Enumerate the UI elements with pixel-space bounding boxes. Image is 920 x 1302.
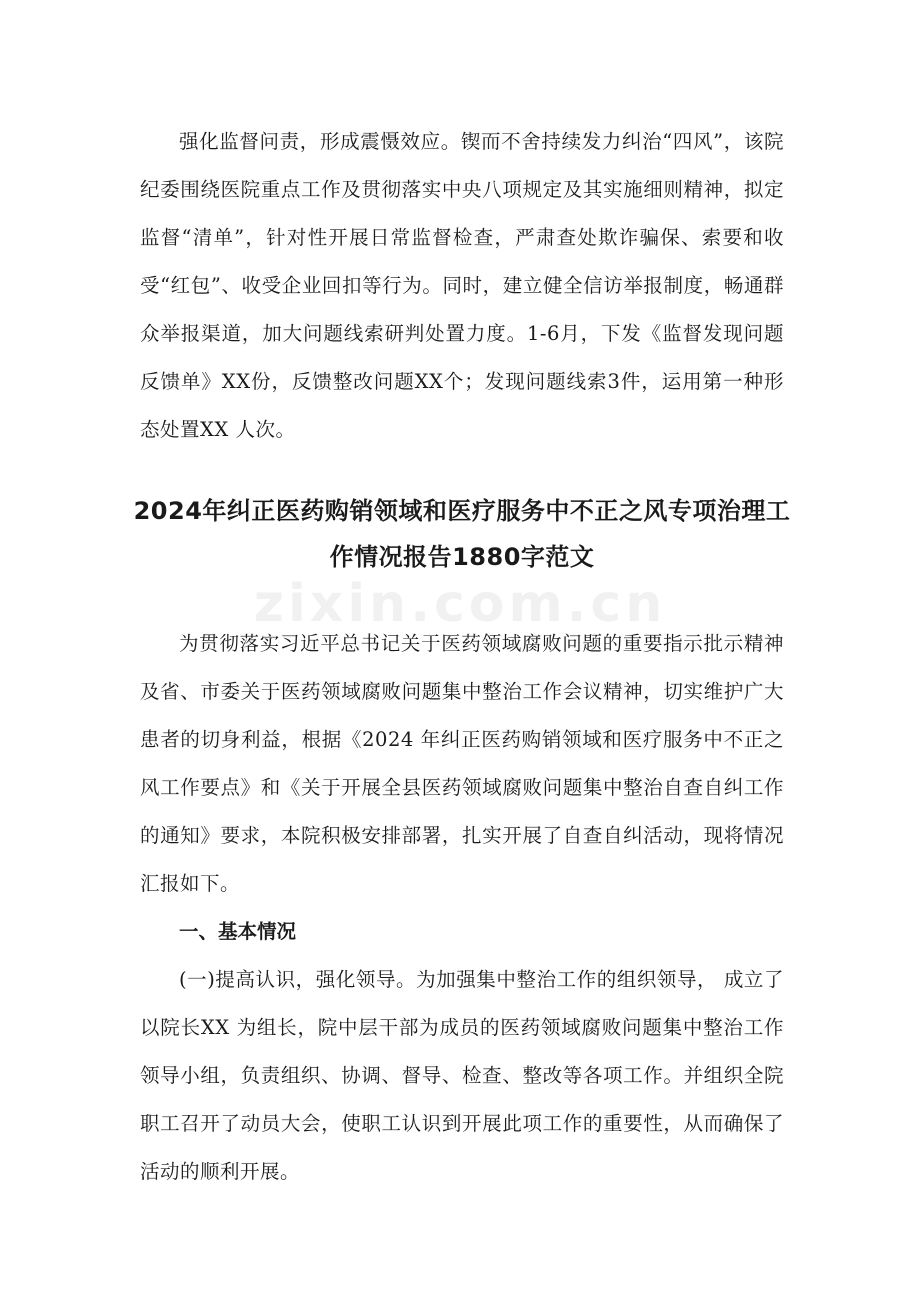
paragraph-supervision: 强化监督问责，形成震慑效应。锲而不舍持续发力纠治“四风”，该院纪委围绕医院重点工作及贯彻落实中央八项规定及其实施细则精神，拟定监督“清单”，针对性开展日常监督检查，严肃查处欺诈骗保、索要和收受“红包”、收受企业回扣等行为。同时，建立健全信访举报制度，畅通群众举报渠道，加大问题线索研判处置力度。1-6月，下发《监督发现问题反馈单》XX份，反馈整改问题XX个；发现问题线索3件，运用第一种形态处置XX 人次。 <box>140 130 784 441</box>
paragraph-intro: 为贯彻落实习近平总书记关于医药领域腐败问题的重要指示批示精神及省、市委关于医药领域腐败问题集中整治工作会议精神，切实维护广大患者的切身利益，根据《2024 年纠正医药购销领域和医疗服务中不正之风工作要点》和《关于开展全县医药领域腐败问题集中整治自查自纠工作的通知》要求，本院积极安排部署，扎实开展了自查自纠活动，现将情况汇报如下。 <box>140 632 784 895</box>
document-title: 2024年纠正医药购销领域和医疗服务中不正之风专项治理工作情况报告1880字范文 <box>133 497 791 571</box>
watermark: zixin.com.cn <box>253 574 667 634</box>
paragraph-leadership: (一)提高认识，强化领导。为加强集中整治工作的组织领导， 成立了以院长XX 为组长，院中层干部为成员的医药领域腐败问题集中整治工作领导小组，负责组织、协调、督导、检查、整改等各项工作。并组织全院职工召开了动员大会，使职工认识到开展此项工作的重要性，从而确保了活动的顺利开展。 <box>140 968 784 1183</box>
section-heading-basic: 一、基本情况 <box>179 920 297 943</box>
